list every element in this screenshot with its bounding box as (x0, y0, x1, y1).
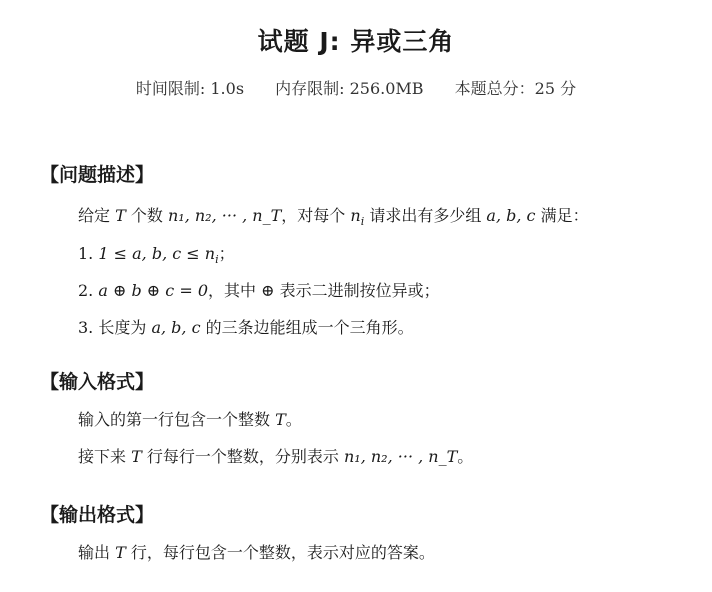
problem-title: 试题 J: 异或三角 (257, 27, 455, 56)
output-line-text: 行，每行包含一个整数，表示对应的答案。 (130, 543, 435, 562)
input-line-2-pre: 接下来 (78, 447, 127, 466)
intro-sequence: n₁, n₂, ··· , n_T (167, 206, 282, 225)
intro-each: ，对每个 (281, 206, 346, 225)
input-line-1-T: T (275, 410, 286, 429)
input-line-2-end: 。 (457, 447, 474, 466)
condition-3-text: 的三条边能组成一个三角形。 (205, 318, 414, 337)
input-line-2-sequence: n₁, n₂, ··· , n_T (343, 447, 458, 466)
input-line-2-mid: 行每行一个整数，分别表示 (146, 447, 339, 466)
intro-T: T (115, 206, 126, 225)
intro-mid: 个数 (130, 206, 163, 225)
input-line-1-end: 。 (285, 410, 302, 429)
intro-prefix: 给定 (78, 206, 111, 225)
section-title-input: 【输入格式】 (40, 371, 155, 393)
intro-end: 满足： (540, 206, 589, 225)
condition-3-number: 3. (78, 318, 94, 337)
input-line-2-T: T (131, 447, 142, 466)
section-title-problem: 【问题描述】 (40, 164, 155, 186)
condition-1-end: ； (218, 244, 235, 263)
condition-2-text: ，其中 ⊕ 表示二进制按位异或； (208, 281, 440, 300)
memory-limit: 内存限制: 256.0MB (275, 79, 424, 98)
condition-2-expr: a ⊕ b ⊕ c = 0 (98, 281, 209, 300)
problem-intro (78, 203, 589, 228)
output-line (78, 540, 435, 563)
condition-3 (78, 315, 414, 338)
problem-meta (0, 76, 712, 99)
section-title-output: 【输出格式】 (40, 504, 155, 526)
condition-1 (78, 241, 235, 266)
input-line-2 (78, 444, 473, 467)
intro-ni: $n_i$ (350, 206, 365, 229)
condition-1-number: 1. (78, 244, 94, 263)
output-line-pre: 输出 (78, 543, 111, 562)
intro-abc: a, b, c (486, 206, 536, 225)
input-line-1-pre: 输入的第一行包含一个整数 (78, 410, 271, 429)
time-limit: 时间限制: 1.0s (135, 79, 245, 98)
input-line-1 (78, 407, 302, 430)
total-score: 本题总分：25 分 (454, 79, 577, 98)
condition-2 (78, 278, 440, 301)
output-line-T: T (115, 543, 126, 562)
condition-1-expr: 1 ≤ a, b, $c \le n_i$ (98, 244, 219, 267)
condition-3-pre: 长度为 (98, 318, 147, 337)
intro-suffix: 请求出有多少组 (369, 206, 482, 225)
condition-3-abc: a, b, c (151, 318, 201, 337)
condition-2-number: 2. (78, 281, 94, 300)
